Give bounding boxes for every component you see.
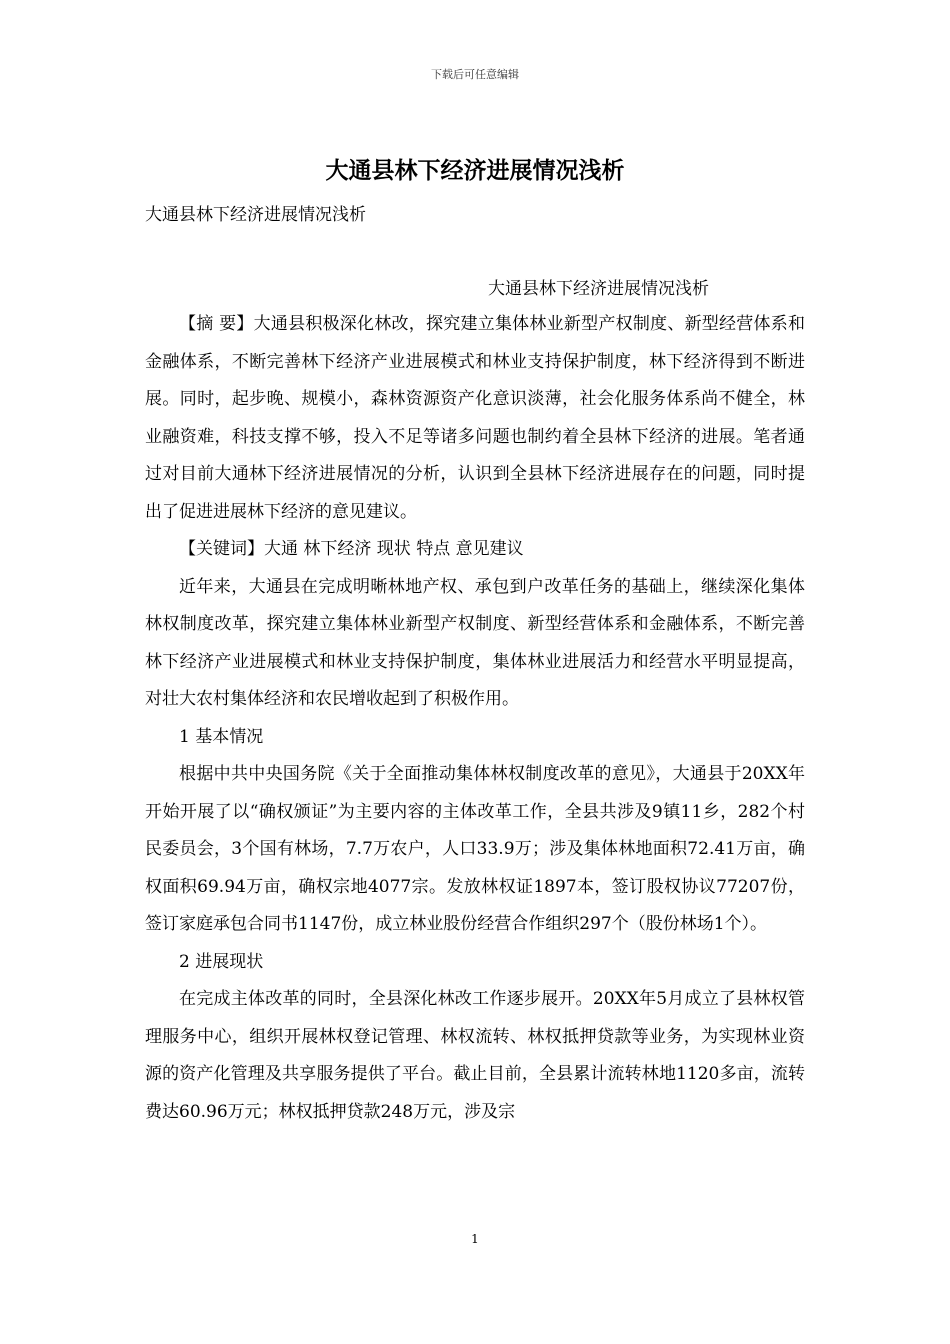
basic-info-paragraph: 根据中共中央国务院《关于全面推动集体林权制度改革的意见》，大通县于20XX年开始开展了以“确权颁证”为主要内容的主体改革工作，全县共涉及9镇11乡，282个村民委员会，3个国有林场，7.7万农户，人口33.9万；涉及集体林地面积72.41万亩，确权面积69.94万亩，确权宗地4077宗。发放林权证1897本，签订股权协议77207份，签订家庭承包合同书1147份，成立林业股份经营合作组织297个（股份林场1个）。 <box>145 764 805 934</box>
document-title: 大通县林下经济进展情况浅析 <box>325 158 625 184</box>
section-heading-2: 2 进展现状 <box>179 951 264 972</box>
progress-paragraph: 在完成主体改革的同时，全县深化林改工作逐步展开。20XX年5月成立了县林权管理服务中心，组织开展林权登记管理、林权流转、林权抵押贷款等业务，为实现林业资源的资产化管理及共享服务提供了平台。截止目前，全县累计流转林地1120多亩，流转费达60.96万元；林权抵押贷款248万元，涉及宗 <box>145 989 805 1122</box>
keywords-paragraph: 【关键词】大通 林下经济 现状 特点 意见建议 <box>179 539 524 559</box>
document-subtitle: 大通县林下经济进展情况浅析 <box>145 205 366 225</box>
section-title: 大通县林下经济进展情况浅析 <box>488 279 709 299</box>
section-heading-1: 1 基本情况 <box>179 726 264 747</box>
intro-paragraph: 近年来，大通县在完成明晰林地产权、承包到户改革任务的基础上，继续深化集体林权制度改革，探究建立集体林业新型产权制度、新型经营体系和金融体系，不断完善林下经济产业进展模式和林业支持保护制度，集体林业进展活力和经营水平明显提高，对壮大农村集体经济和农民增收起到了积极作用。 <box>145 576 805 709</box>
body-text <box>145 306 805 1131</box>
page-number: 1 <box>471 1232 479 1246</box>
abstract-paragraph: 【摘 要】大通县积极深化林改，探究建立集体林业新型产权制度、新型经营体系和金融体系，不断完善林下经济产业进展模式和林业支持保护制度，林下经济得到不断进展。同时，起步晚、规模小，森林资源资产化意识淡薄，社会化服务体系尚不健全，林业融资难，科技支撑不够，投入不足等诸多问题也制约着全县林下经济的进展。笔者通过对目前大通林下经济进展情况的分析，认识到全县林下经济进展存在的问题，同时提出了促进进展林下经济的意见建议。 <box>145 314 805 522</box>
header-note: 下载后可任意编辑 <box>431 68 519 81</box>
